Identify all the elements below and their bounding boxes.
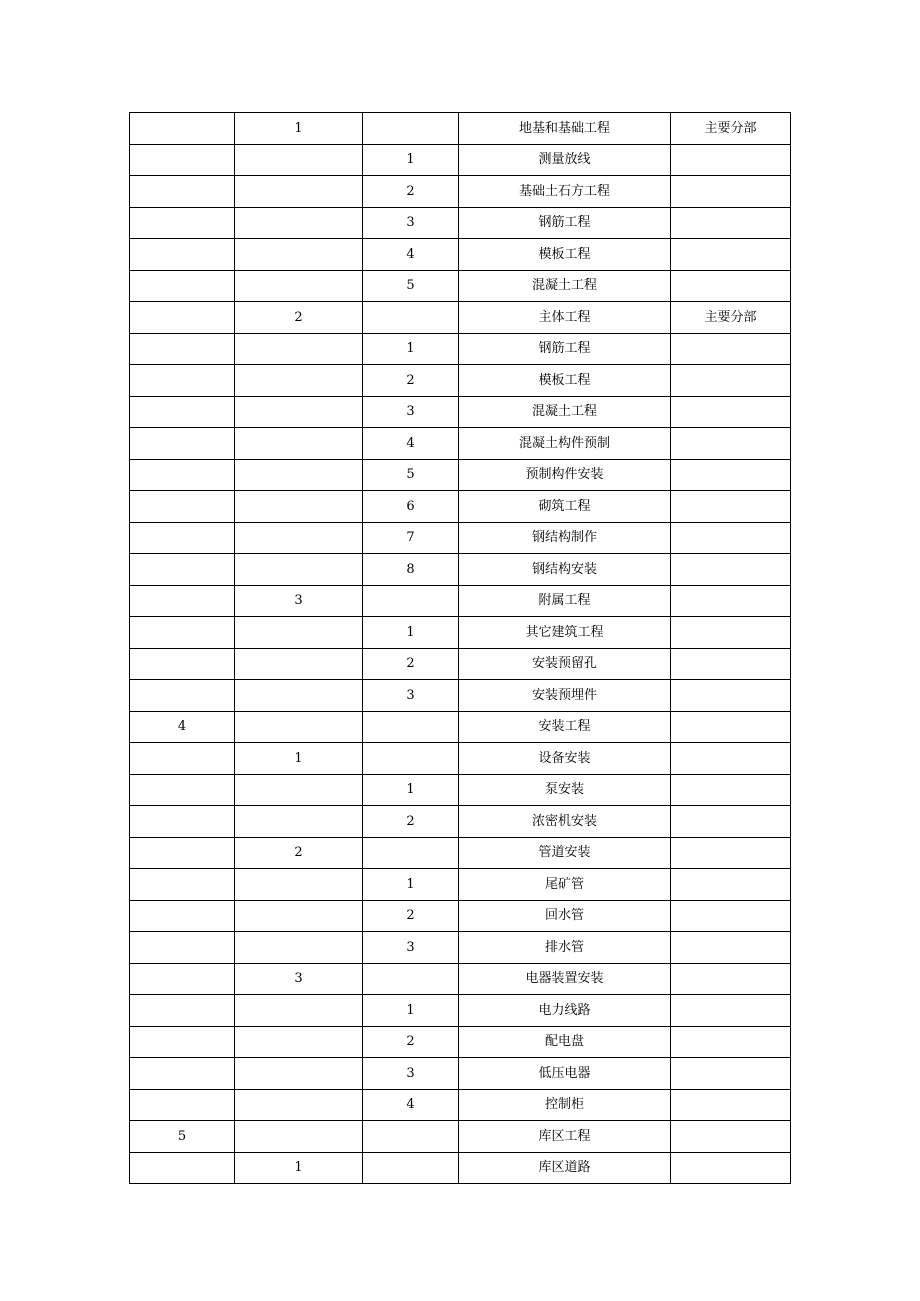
table-row	[130, 995, 791, 1027]
name-cell: 低压电器	[459, 1058, 671, 1090]
remark-cell	[671, 869, 791, 901]
unit-no-cell	[130, 144, 235, 176]
remark-cell: 主要分部	[671, 302, 791, 334]
unit-no-cell	[130, 869, 235, 901]
unit-no-cell	[130, 1026, 235, 1058]
name-cell: 库区工程	[459, 1121, 671, 1153]
item-no-cell: 3	[363, 680, 459, 712]
table-row	[130, 428, 791, 460]
item-no-cell: 1	[363, 617, 459, 649]
remark-cell	[671, 239, 791, 271]
subunit-no-cell	[235, 1121, 363, 1153]
table-row	[130, 207, 791, 239]
table-row	[130, 774, 791, 806]
table-row	[130, 806, 791, 838]
unit-no-cell	[130, 743, 235, 775]
item-no-cell	[363, 963, 459, 995]
name-cell: 主体工程	[459, 302, 671, 334]
item-no-cell: 4	[363, 428, 459, 460]
table-row	[130, 1026, 791, 1058]
name-cell: 预制构件安装	[459, 459, 671, 491]
unit-no-cell: 5	[130, 1121, 235, 1153]
unit-no-cell	[130, 333, 235, 365]
name-cell: 电力线路	[459, 995, 671, 1027]
item-no-cell	[363, 743, 459, 775]
subunit-no-cell	[235, 900, 363, 932]
name-cell: 钢结构制作	[459, 522, 671, 554]
unit-no-cell	[130, 806, 235, 838]
subunit-no-cell: 1	[235, 1152, 363, 1184]
table-row	[130, 270, 791, 302]
item-no-cell: 4	[363, 1089, 459, 1121]
name-cell: 安装工程	[459, 711, 671, 743]
table-row	[130, 1089, 791, 1121]
subunit-no-cell	[235, 680, 363, 712]
table-row	[130, 932, 791, 964]
name-cell: 模板工程	[459, 365, 671, 397]
subunit-no-cell	[235, 176, 363, 208]
remark-cell	[671, 711, 791, 743]
remark-cell	[671, 144, 791, 176]
remark-cell	[671, 617, 791, 649]
name-cell: 回水管	[459, 900, 671, 932]
name-cell: 混凝土构件预制	[459, 428, 671, 460]
name-cell: 尾矿管	[459, 869, 671, 901]
item-no-cell: 5	[363, 270, 459, 302]
subunit-no-cell: 1	[235, 743, 363, 775]
subunit-no-cell: 2	[235, 837, 363, 869]
remark-cell	[671, 743, 791, 775]
name-cell: 管道安装	[459, 837, 671, 869]
name-cell: 其它建筑工程	[459, 617, 671, 649]
item-no-cell: 5	[363, 459, 459, 491]
subunit-no-cell	[235, 1058, 363, 1090]
name-cell: 砌筑工程	[459, 491, 671, 523]
table-row	[130, 554, 791, 586]
name-cell: 测量放线	[459, 144, 671, 176]
remark-cell	[671, 1152, 791, 1184]
table-row	[130, 522, 791, 554]
remark-cell	[671, 207, 791, 239]
item-no-cell: 8	[363, 554, 459, 586]
table-row	[130, 648, 791, 680]
table-row	[130, 743, 791, 775]
unit-no-cell	[130, 1152, 235, 1184]
item-no-cell: 1	[363, 333, 459, 365]
subunit-no-cell	[235, 995, 363, 1027]
unit-no-cell	[130, 176, 235, 208]
table-row	[130, 113, 791, 145]
table-row	[130, 1121, 791, 1153]
name-cell: 库区道路	[459, 1152, 671, 1184]
subunit-no-cell	[235, 648, 363, 680]
remark-cell	[671, 396, 791, 428]
table-row	[130, 963, 791, 995]
unit-no-cell	[130, 207, 235, 239]
table-row	[130, 1152, 791, 1184]
subunit-no-cell	[235, 554, 363, 586]
table-body	[130, 113, 791, 1184]
remark-cell	[671, 1026, 791, 1058]
remark-cell	[671, 176, 791, 208]
table-row	[130, 711, 791, 743]
unit-no-cell	[130, 774, 235, 806]
subunit-no-cell: 1	[235, 113, 363, 145]
subunit-no-cell	[235, 1089, 363, 1121]
name-cell: 钢结构安装	[459, 554, 671, 586]
unit-no-cell	[130, 680, 235, 712]
subunit-no-cell	[235, 1026, 363, 1058]
subunit-no-cell	[235, 491, 363, 523]
item-no-cell	[363, 1121, 459, 1153]
subunit-no-cell	[235, 207, 363, 239]
subunit-no-cell	[235, 774, 363, 806]
subunit-no-cell	[235, 711, 363, 743]
subunit-no-cell	[235, 270, 363, 302]
unit-no-cell	[130, 585, 235, 617]
unit-no-cell	[130, 113, 235, 145]
unit-no-cell	[130, 963, 235, 995]
table-row	[130, 239, 791, 271]
subunit-no-cell	[235, 932, 363, 964]
subunit-no-cell	[235, 144, 363, 176]
item-no-cell: 2	[363, 1026, 459, 1058]
item-no-cell	[363, 711, 459, 743]
table-row	[130, 491, 791, 523]
table-row	[130, 617, 791, 649]
item-no-cell: 1	[363, 869, 459, 901]
subunit-no-cell: 3	[235, 585, 363, 617]
subunit-no-cell	[235, 428, 363, 460]
subunit-no-cell	[235, 869, 363, 901]
table-row	[130, 176, 791, 208]
name-cell: 浓密机安装	[459, 806, 671, 838]
item-no-cell: 1	[363, 144, 459, 176]
name-cell: 安装预留孔	[459, 648, 671, 680]
name-cell: 地基和基础工程	[459, 113, 671, 145]
item-no-cell: 3	[363, 1058, 459, 1090]
item-no-cell	[363, 1152, 459, 1184]
remark-cell	[671, 585, 791, 617]
name-cell: 附属工程	[459, 585, 671, 617]
table-row	[130, 333, 791, 365]
subunit-no-cell	[235, 396, 363, 428]
item-no-cell	[363, 837, 459, 869]
name-cell: 电器装置安装	[459, 963, 671, 995]
unit-no-cell	[130, 995, 235, 1027]
subunit-no-cell: 2	[235, 302, 363, 334]
unit-no-cell	[130, 302, 235, 334]
unit-no-cell	[130, 932, 235, 964]
remark-cell	[671, 1121, 791, 1153]
name-cell: 排水管	[459, 932, 671, 964]
item-no-cell	[363, 302, 459, 334]
remark-cell	[671, 1058, 791, 1090]
remark-cell	[671, 932, 791, 964]
remark-cell	[671, 270, 791, 302]
remark-cell: 主要分部	[671, 113, 791, 145]
subunit-no-cell	[235, 365, 363, 397]
unit-no-cell	[130, 396, 235, 428]
item-no-cell: 2	[363, 806, 459, 838]
table-row	[130, 459, 791, 491]
item-no-cell: 2	[363, 176, 459, 208]
name-cell: 钢筋工程	[459, 207, 671, 239]
item-no-cell: 7	[363, 522, 459, 554]
remark-cell	[671, 680, 791, 712]
name-cell: 控制柜	[459, 1089, 671, 1121]
unit-no-cell	[130, 837, 235, 869]
unit-no-cell	[130, 617, 235, 649]
remark-cell	[671, 995, 791, 1027]
item-no-cell	[363, 585, 459, 617]
item-no-cell: 3	[363, 207, 459, 239]
item-no-cell: 2	[363, 648, 459, 680]
unit-no-cell	[130, 491, 235, 523]
subunit-no-cell	[235, 522, 363, 554]
table-row	[130, 680, 791, 712]
unit-no-cell	[130, 428, 235, 460]
table-row	[130, 396, 791, 428]
item-no-cell: 4	[363, 239, 459, 271]
table-row	[130, 365, 791, 397]
name-cell: 基础土石方工程	[459, 176, 671, 208]
name-cell: 配电盘	[459, 1026, 671, 1058]
item-no-cell: 1	[363, 774, 459, 806]
item-no-cell: 2	[363, 365, 459, 397]
unit-no-cell	[130, 900, 235, 932]
name-cell: 钢筋工程	[459, 333, 671, 365]
name-cell: 安装预埋件	[459, 680, 671, 712]
remark-cell	[671, 963, 791, 995]
table-row	[130, 585, 791, 617]
unit-no-cell	[130, 522, 235, 554]
remark-cell	[671, 428, 791, 460]
unit-no-cell	[130, 365, 235, 397]
table-row	[130, 1058, 791, 1090]
remark-cell	[671, 806, 791, 838]
unit-no-cell	[130, 1058, 235, 1090]
subunit-no-cell: 3	[235, 963, 363, 995]
remark-cell	[671, 837, 791, 869]
unit-no-cell	[130, 270, 235, 302]
subunit-no-cell	[235, 806, 363, 838]
item-no-cell: 6	[363, 491, 459, 523]
unit-no-cell	[130, 459, 235, 491]
item-no-cell: 3	[363, 396, 459, 428]
subunit-no-cell	[235, 333, 363, 365]
remark-cell	[671, 491, 791, 523]
item-no-cell: 3	[363, 932, 459, 964]
remark-cell	[671, 333, 791, 365]
remark-cell	[671, 1089, 791, 1121]
item-no-cell	[363, 113, 459, 145]
project-division-table	[129, 112, 791, 1184]
name-cell: 泵安装	[459, 774, 671, 806]
subunit-no-cell	[235, 617, 363, 649]
unit-no-cell	[130, 239, 235, 271]
remark-cell	[671, 522, 791, 554]
table-row	[130, 302, 791, 334]
table-row	[130, 837, 791, 869]
table-row	[130, 869, 791, 901]
remark-cell	[671, 459, 791, 491]
unit-no-cell: 4	[130, 711, 235, 743]
name-cell: 设备安装	[459, 743, 671, 775]
table-row	[130, 144, 791, 176]
table-row	[130, 900, 791, 932]
unit-no-cell	[130, 554, 235, 586]
name-cell: 模板工程	[459, 239, 671, 271]
name-cell: 混凝土工程	[459, 396, 671, 428]
name-cell: 混凝土工程	[459, 270, 671, 302]
remark-cell	[671, 774, 791, 806]
unit-no-cell	[130, 648, 235, 680]
subunit-no-cell	[235, 239, 363, 271]
remark-cell	[671, 554, 791, 586]
item-no-cell: 2	[363, 900, 459, 932]
item-no-cell: 1	[363, 995, 459, 1027]
remark-cell	[671, 900, 791, 932]
remark-cell	[671, 648, 791, 680]
unit-no-cell	[130, 1089, 235, 1121]
subunit-no-cell	[235, 459, 363, 491]
remark-cell	[671, 365, 791, 397]
